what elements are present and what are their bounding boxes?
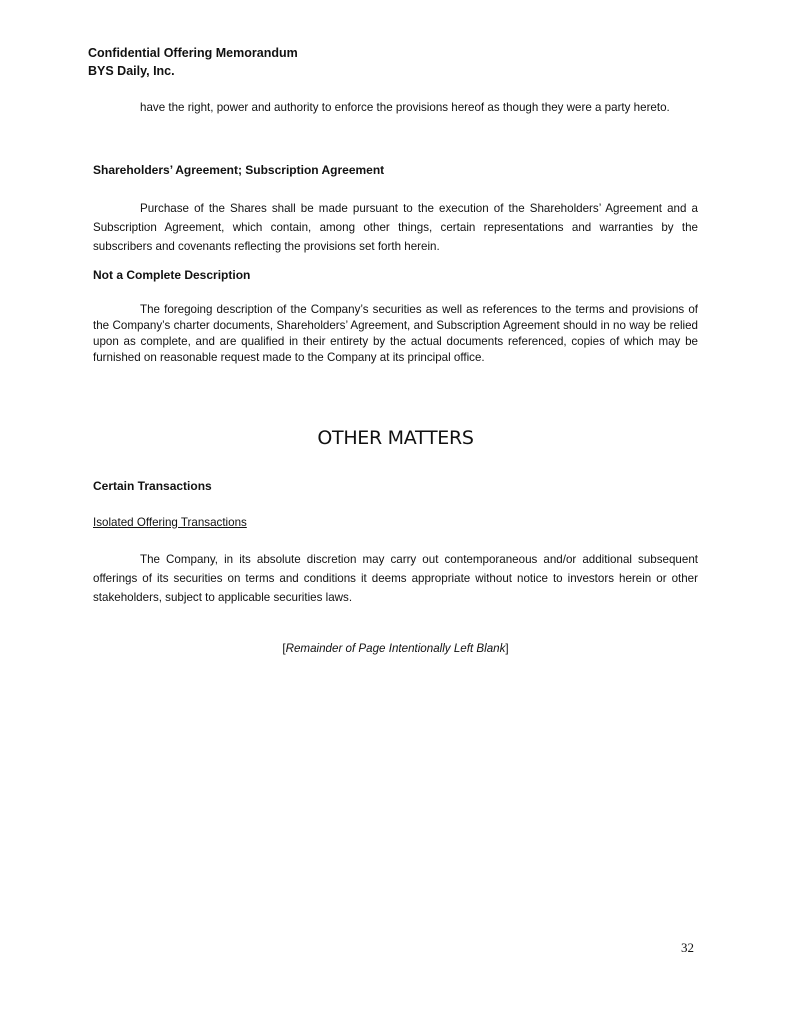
- isolated-offering-subheading: Isolated Offering Transactions: [93, 516, 247, 529]
- certain-transactions-heading: Certain Transactions: [93, 479, 212, 493]
- page-number: 32: [681, 940, 694, 955]
- isolated-offering-paragraph: The Company, in its absolute discretion may carry out contemporaneous and/or additional subsequent offerings of its securities on terms and conditions it deems appropriate without notice to investors herein or other stakeholders, subject to applicable securities laws.: [93, 553, 698, 604]
- header-company: BYS Daily, Inc.: [88, 64, 175, 78]
- shareholders-agreement-paragraph: Purchase of the Shares shall be made pursuant to the execution of the Shareholders’ Agreement and a Subscription Agreement, which contain, among other things, certain representations and warranties by the subscribers and covenants reflecting the provisions set forth herein.: [93, 202, 698, 253]
- blank-notice-open-bracket: [: [282, 642, 286, 655]
- section-title-other-matters: OTHER MATTERS: [317, 427, 474, 449]
- not-complete-paragraph: The foregoing description of the Company’s securities as well as references to the terms and provisions of the Company’s charter documents, Shareholders’ Agreement, and Subscription Agreement should in no way be relied upon as complete, and are qualified in their entirety by the actual documents referenced, copies of which may be furnished on reasonable request made to the Company at its principal office.: [93, 303, 698, 364]
- blank-notice-text: Remainder of Page Intentionally Left Blank: [285, 642, 506, 655]
- page-header: [88, 44, 298, 80]
- blank-notice-close-bracket: ]: [505, 642, 509, 655]
- header-title: Confidential Offering Memorandum: [88, 46, 298, 60]
- blank-page-notice: [0, 641, 791, 657]
- shareholders-agreement-heading: Shareholders’ Agreement; Subscription Agreement: [93, 163, 385, 177]
- not-complete-heading: Not a Complete Description: [93, 268, 251, 282]
- continuation-paragraph: have the right, power and authority to enforce the provisions hereof as though they were a party hereto.: [140, 101, 670, 114]
